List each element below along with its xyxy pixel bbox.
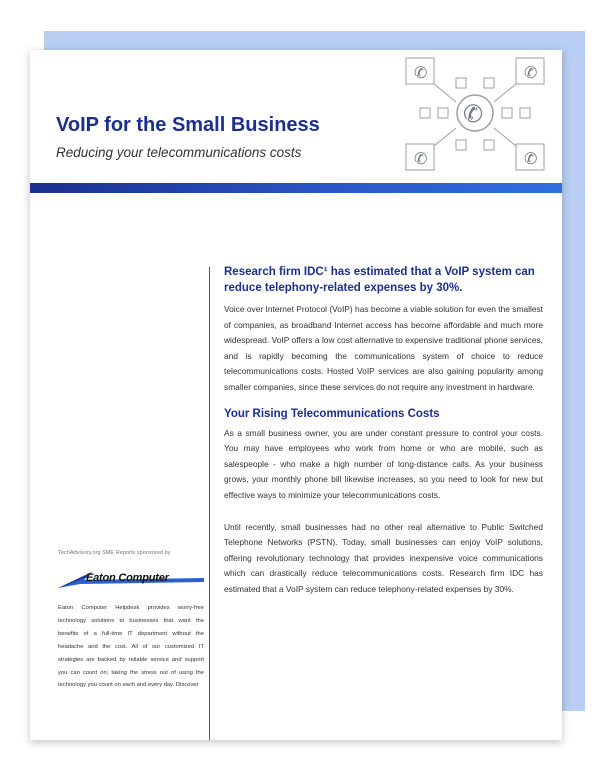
header-band [30,183,562,193]
svg-text:✆: ✆ [524,63,538,82]
costs-paragraph: As a small business owner, you are under constant pressure to control your costs. You may have employees who work from home or who are mobile, such as salespeople - who make a high number of long-distance calls. As your business grows, your monthly phone bill likewise increases, so you need to look for new but effective ways to minimize your telecommunications costs. [224,427,543,500]
pstn-paragraph: Until recently, small businesses had no other real alternative to Public Switched Telephone Networks (PSTN). Today, small businesses can enjoy VoIP solutions, offering revolutionary technology that provides inexpensive voice communications which can drastically reduce telecommunications costs. Research firm IDC has estimated that a VoIP system can reduce telephony-related expenses by 30%. [224,521,543,594]
intro-paragraph: Voice over Internet Protocol (VoIP) has become a viable solution for even the smallest of companies, as broadband Internet access has become affordable and much more widespread. VoIP offers a low cost alternative to expensive traditional phone services, and is rapidly becoming the communications system of choice to reduce telecommunications costs. Hosted VoIP services are also gaining popularity among smaller companies, since these services do not require any investment in hardware. [224,304,543,392]
svg-text:✆: ✆ [414,149,428,168]
sponsor-description: Eaton Computer Helpdesk provides worry-free technology solutions to businesses that want the benefits of a full-time IT department without the headache and the cost. All of our customized IT strategies are backed by reliable service and support you can count on; taking the stress out of using the technology you count on each and every day. Discover [58,605,204,689]
phone-network-icon [400,52,550,176]
document-page [30,50,562,740]
page-subtitle: Reducing your telecommunications costs [56,145,302,160]
sponsor-line: TechAdvisory.org SME Reports sponsored by [58,550,171,556]
logo-text: Eaton Computer [86,572,169,584]
svg-text:✆: ✆ [463,100,484,128]
column-divider [209,267,210,740]
sponsor-logo [58,568,204,592]
svg-text:✆: ✆ [524,149,538,168]
page-title: VoIP for the Small Business [56,114,320,136]
sponsor-sidebar [58,550,204,692]
section-heading: Your Rising Telecommunications Costs [224,407,440,420]
main-column [224,264,543,606]
svg-text:✆: ✆ [414,63,428,82]
lead-heading: Research firm IDC¹ has estimated that a VoIP system can reduce telephony-related expenses by 30%. [224,266,535,294]
